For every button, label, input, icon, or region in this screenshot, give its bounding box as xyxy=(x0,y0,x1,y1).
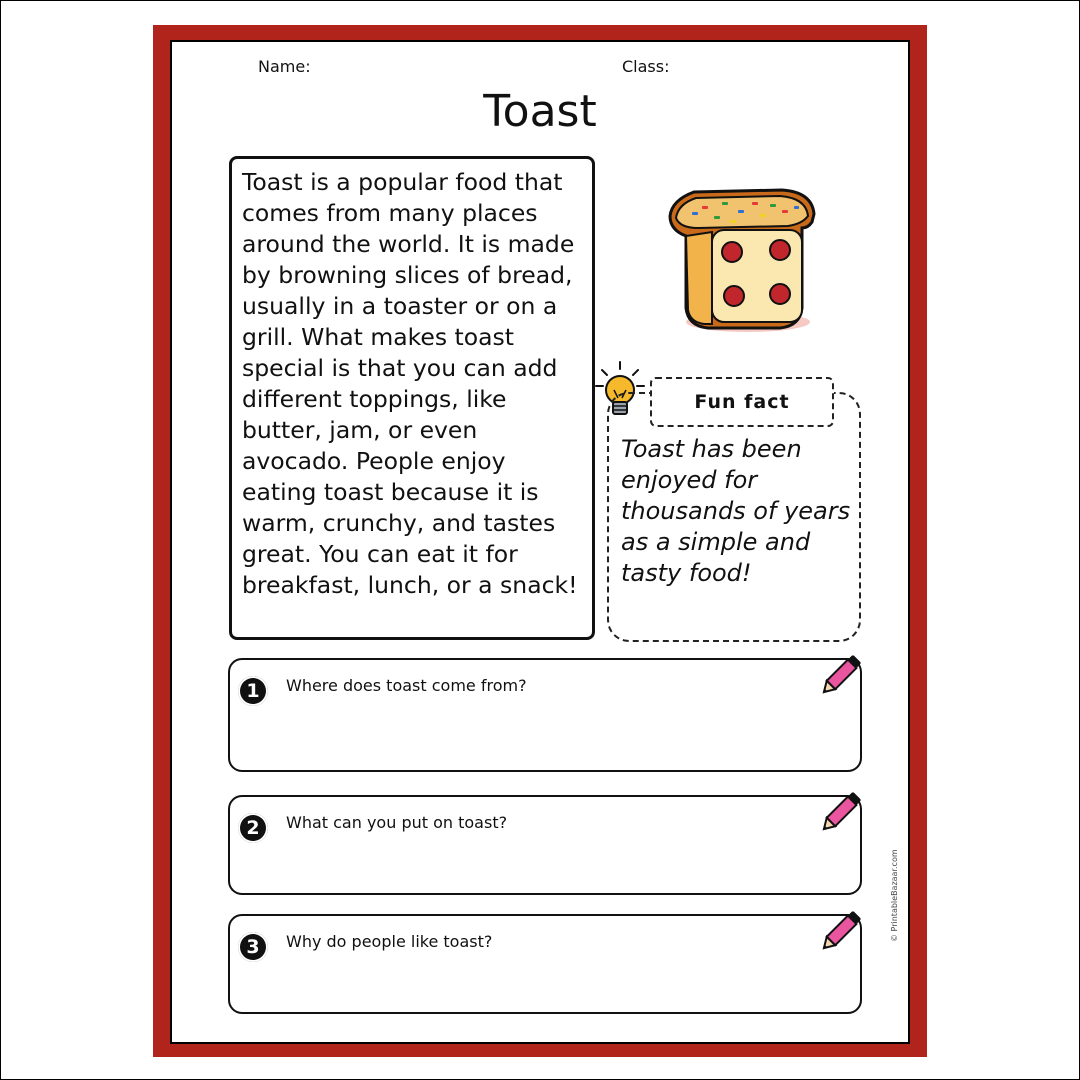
worksheet xyxy=(170,40,910,1044)
question-text: What can you put on toast? xyxy=(286,813,508,832)
question-number-badge: 2 xyxy=(238,813,268,843)
question-number-badge: 3 xyxy=(238,932,268,962)
question-box-2[interactable] xyxy=(228,795,862,895)
question-text: Why do people like toast? xyxy=(286,932,493,951)
pencil-icon xyxy=(818,648,868,698)
question-box-3[interactable] xyxy=(228,914,862,1014)
page-title: Toast xyxy=(483,86,597,137)
question-number-badge: 1 xyxy=(238,676,268,706)
watermark: © PrintableBazaar.com xyxy=(890,849,899,942)
reading-passage: Toast is a popular food that comes from many places around the world. It is made by browning slices of bread, usually in a toaster or on a grill. What makes toast special is that you can add different toppings, like butter, jam, or even avocado. People enjoy eating toast because it is warm, crunchy, and tastes great. You can eat it for breakfast, lunch, or a snack! xyxy=(229,156,595,640)
class-label: Class: xyxy=(622,57,670,76)
question-box-1[interactable] xyxy=(228,658,862,772)
pencil-icon xyxy=(818,785,868,835)
toast-illustration-icon xyxy=(662,180,822,340)
name-label: Name: xyxy=(258,57,311,76)
question-text: Where does toast come from? xyxy=(286,676,527,695)
fun-fact-label: Fun fact xyxy=(650,377,834,427)
pencil-icon xyxy=(818,904,868,954)
fun-fact-text: Toast has been enjoyed for thousands of years as a simple and tasty food! xyxy=(621,435,851,587)
